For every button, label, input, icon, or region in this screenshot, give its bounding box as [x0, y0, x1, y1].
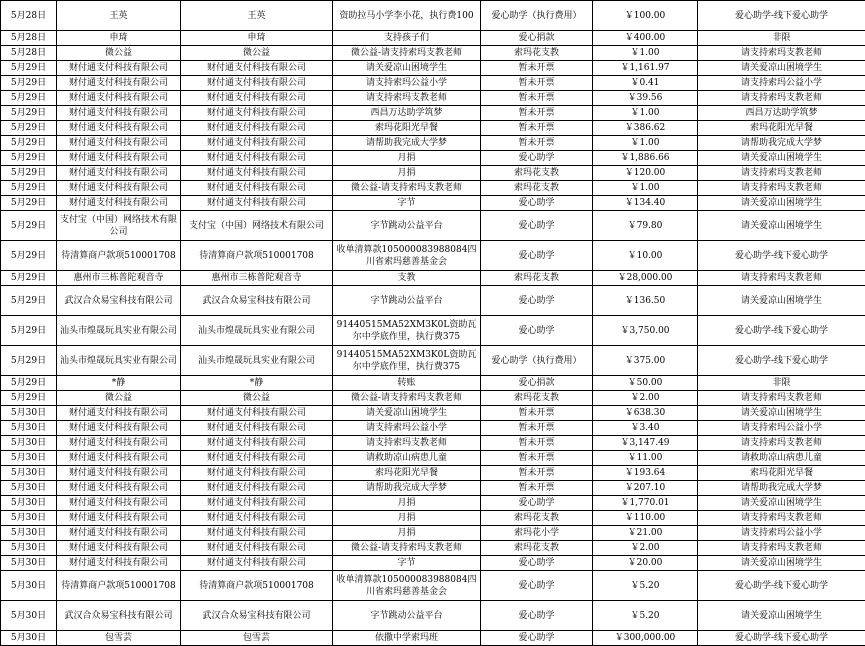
payer-cell: *静	[57, 376, 181, 391]
amount-cell: ￥21.00	[593, 526, 698, 541]
date-cell: 5月30日	[1, 526, 57, 541]
category-cell: 爱心助学	[481, 316, 593, 346]
purpose-cell: 转账	[333, 376, 481, 391]
purpose-cell: 91440515MA52XM3K0L资助瓦尔中学底作里，执行费375	[333, 316, 481, 346]
date-cell: 5月30日	[1, 466, 57, 481]
date-cell: 5月29日	[1, 91, 57, 106]
payer-cell: 财付通支付科技有限公司	[57, 541, 181, 556]
payee-cell: 财付通支付科技有限公司	[181, 436, 333, 451]
date-cell: 5月29日	[1, 316, 57, 346]
purpose-cell: 索玛花阳光早餐	[333, 466, 481, 481]
project-cell: 请关爱凉山困境学生	[698, 406, 865, 421]
payee-cell: 财付通支付科技有限公司	[181, 91, 333, 106]
date-cell: 5月29日	[1, 61, 57, 76]
date-cell: 5月28日	[1, 1, 57, 31]
payer-cell: 王英	[57, 1, 181, 31]
payee-cell: *静	[181, 376, 333, 391]
payee-cell: 财付通支付科技有限公司	[181, 166, 333, 181]
table-row	[1, 436, 865, 451]
payee-cell: 财付通支付科技有限公司	[181, 106, 333, 121]
amount-cell: ￥1.00	[593, 106, 698, 121]
category-cell: 爱心助学	[481, 286, 593, 316]
purpose-cell: 请支持索玛支教老师	[333, 91, 481, 106]
category-cell: 爱心助学	[481, 211, 593, 241]
category-cell: 爱心助学	[481, 151, 593, 166]
amount-cell: ￥134.40	[593, 196, 698, 211]
purpose-cell: 请关爱凉山困境学生	[333, 61, 481, 76]
project-cell: 请支持索玛支教老师	[698, 91, 865, 106]
payer-cell: 财付通支付科技有限公司	[57, 526, 181, 541]
payee-cell: 财付通支付科技有限公司	[181, 136, 333, 151]
category-cell: 爱心助学	[481, 556, 593, 571]
payee-cell: 财付通支付科技有限公司	[181, 526, 333, 541]
project-cell: 请帮助我完成大学梦	[698, 481, 865, 496]
payer-cell: 财付通支付科技有限公司	[57, 181, 181, 196]
project-cell: 爱心助学-线下爱心助学	[698, 241, 865, 271]
table-row	[1, 541, 865, 556]
date-cell: 5月29日	[1, 121, 57, 136]
amount-cell: ￥1.00	[593, 136, 698, 151]
project-cell: 请关爱凉山困境学生	[698, 61, 865, 76]
payee-cell: 待清算商户款项510001708	[181, 571, 333, 601]
date-cell: 5月30日	[1, 556, 57, 571]
amount-cell: ￥400.00	[593, 31, 698, 46]
date-cell: 5月29日	[1, 181, 57, 196]
date-cell: 5月29日	[1, 241, 57, 271]
table-row	[1, 31, 865, 46]
date-cell: 5月29日	[1, 271, 57, 286]
project-cell: 请救助凉山病患儿童	[698, 451, 865, 466]
category-cell: 爱心助学	[481, 196, 593, 211]
date-cell: 5月30日	[1, 631, 57, 646]
payee-cell: 待清算商户款项510001708	[181, 241, 333, 271]
table-row	[1, 466, 865, 481]
payer-cell: 包雪芸	[57, 631, 181, 646]
amount-cell: ￥2.00	[593, 541, 698, 556]
payee-cell: 财付通支付科技有限公司	[181, 556, 333, 571]
project-cell: 西昌万达助学筑梦	[698, 106, 865, 121]
date-cell: 5月29日	[1, 151, 57, 166]
payee-cell: 汕头市煌晟玩具实业有限公司	[181, 346, 333, 376]
amount-cell: ￥1.00	[593, 46, 698, 61]
payee-cell: 武汉合众易宝科技有限公司	[181, 601, 333, 631]
payer-cell: 申琦	[57, 31, 181, 46]
table-row	[1, 346, 865, 376]
project-cell: 请支持索玛支教老师	[698, 391, 865, 406]
payer-cell: 财付通支付科技有限公司	[57, 436, 181, 451]
table-row	[1, 511, 865, 526]
category-cell: 索玛花支教	[481, 391, 593, 406]
date-cell: 5月28日	[1, 46, 57, 61]
category-cell: 暂未开票	[481, 421, 593, 436]
payer-cell: 财付通支付科技有限公司	[57, 151, 181, 166]
project-cell: 爱心助学-线下爱心助学	[698, 316, 865, 346]
payer-cell: 财付通支付科技有限公司	[57, 406, 181, 421]
payer-cell: 财付通支付科技有限公司	[57, 421, 181, 436]
category-cell: 爱心助学	[481, 496, 593, 511]
table-row	[1, 571, 865, 601]
purpose-cell: 请支持索玛支教老师	[333, 436, 481, 451]
project-cell: 请支持索玛支教老师	[698, 436, 865, 451]
purpose-cell: 西昌万达助学筑梦	[333, 106, 481, 121]
table-row	[1, 106, 865, 121]
category-cell: 暂未开票	[481, 61, 593, 76]
table-row	[1, 196, 865, 211]
amount-cell: ￥300,000.00	[593, 631, 698, 646]
category-cell: 索玛花支教	[481, 271, 593, 286]
payer-cell: 财付通支付科技有限公司	[57, 106, 181, 121]
category-cell: 暂未开票	[481, 436, 593, 451]
payee-cell: 微公益	[181, 391, 333, 406]
payee-cell: 财付通支付科技有限公司	[181, 451, 333, 466]
payee-cell: 财付通支付科技有限公司	[181, 481, 333, 496]
category-cell: 爱心助学（执行费用）	[481, 346, 593, 376]
payer-cell: 财付通支付科技有限公司	[57, 196, 181, 211]
payer-cell: 财付通支付科技有限公司	[57, 481, 181, 496]
amount-cell: ￥120.00	[593, 166, 698, 181]
payer-cell: 财付通支付科技有限公司	[57, 166, 181, 181]
project-cell: 请支持索玛公益小学	[698, 421, 865, 436]
table-row	[1, 91, 865, 106]
payer-cell: 惠州市三栋普陀观音寺	[57, 271, 181, 286]
payee-cell: 武汉合众易宝科技有限公司	[181, 286, 333, 316]
table-row	[1, 316, 865, 346]
purpose-cell: 字节	[333, 196, 481, 211]
category-cell: 索玛花支教	[481, 46, 593, 61]
project-cell: 请支持索玛支教老师	[698, 541, 865, 556]
category-cell: 暂未开票	[481, 76, 593, 91]
purpose-cell: 收单清算款105000083988084四川省索玛慈善基金会	[333, 241, 481, 271]
purpose-cell: 请关爱凉山困境学生	[333, 406, 481, 421]
amount-cell: ￥136.50	[593, 286, 698, 316]
date-cell: 5月29日	[1, 196, 57, 211]
date-cell: 5月30日	[1, 421, 57, 436]
category-cell: 爱心捐款	[481, 31, 593, 46]
purpose-cell: 微公益-请支持索玛支教老师	[333, 541, 481, 556]
purpose-cell: 请支持索玛公益小学	[333, 76, 481, 91]
amount-cell: ￥5.20	[593, 571, 698, 601]
amount-cell: ￥20.00	[593, 556, 698, 571]
purpose-cell: 收单清算款105000083988084四川省索玛慈善基金会	[333, 571, 481, 601]
payer-cell: 武汉合众易宝科技有限公司	[57, 601, 181, 631]
amount-cell: ￥28,000.00	[593, 271, 698, 286]
project-cell: 非限	[698, 31, 865, 46]
date-cell: 5月30日	[1, 451, 57, 466]
payer-cell: 财付通支付科技有限公司	[57, 451, 181, 466]
payee-cell: 包雪芸	[181, 631, 333, 646]
amount-cell: ￥1.00	[593, 181, 698, 196]
project-cell: 请关爱凉山困境学生	[698, 556, 865, 571]
payee-cell: 财付通支付科技有限公司	[181, 406, 333, 421]
date-cell: 5月29日	[1, 391, 57, 406]
table-row	[1, 1, 865, 31]
purpose-cell: 字节跳动公益平台	[333, 601, 481, 631]
category-cell: 爱心助学	[481, 631, 593, 646]
table-row	[1, 151, 865, 166]
payee-cell: 财付通支付科技有限公司	[181, 151, 333, 166]
purpose-cell: 月捐	[333, 151, 481, 166]
table-row	[1, 496, 865, 511]
amount-cell: ￥1,161.97	[593, 61, 698, 76]
purpose-cell: 请帮助我完成大学梦	[333, 136, 481, 151]
payer-cell: 财付通支付科技有限公司	[57, 61, 181, 76]
payer-cell: 财付通支付科技有限公司	[57, 91, 181, 106]
date-cell: 5月30日	[1, 436, 57, 451]
payer-cell: 支付宝（中国）网络技术有限公司	[57, 211, 181, 241]
project-cell: 请关爱凉山困境学生	[698, 286, 865, 316]
table-row	[1, 556, 865, 571]
table-row	[1, 121, 865, 136]
date-cell: 5月30日	[1, 511, 57, 526]
category-cell: 暂未开票	[481, 406, 593, 421]
payer-cell: 财付通支付科技有限公司	[57, 496, 181, 511]
amount-cell: ￥375.00	[593, 346, 698, 376]
category-cell: 爱心助学	[481, 571, 593, 601]
project-cell: 索玛花阳光早餐	[698, 466, 865, 481]
project-cell: 请支持索玛支教老师	[698, 181, 865, 196]
date-cell: 5月29日	[1, 376, 57, 391]
project-cell: 爱心助学-线下爱心助学	[698, 571, 865, 601]
date-cell: 5月30日	[1, 406, 57, 421]
payee-cell: 支付宝（中国）网络技术有限公司	[181, 211, 333, 241]
table-row	[1, 376, 865, 391]
payee-cell: 财付通支付科技有限公司	[181, 61, 333, 76]
project-cell: 非限	[698, 376, 865, 391]
payer-cell: 微公益	[57, 391, 181, 406]
category-cell: 暂未开票	[481, 451, 593, 466]
date-cell: 5月30日	[1, 541, 57, 556]
payee-cell: 财付通支付科技有限公司	[181, 541, 333, 556]
category-cell: 暂未开票	[481, 106, 593, 121]
payee-cell: 财付通支付科技有限公司	[181, 121, 333, 136]
date-cell: 5月29日	[1, 286, 57, 316]
project-cell: 请关爱凉山困境学生	[698, 211, 865, 241]
purpose-cell: 月捐	[333, 526, 481, 541]
payee-cell: 财付通支付科技有限公司	[181, 76, 333, 91]
table-row	[1, 286, 865, 316]
purpose-cell: 字节跳动公益平台	[333, 211, 481, 241]
project-cell: 索玛花阳光早餐	[698, 121, 865, 136]
table-row	[1, 211, 865, 241]
category-cell: 爱心助学（执行费用）	[481, 1, 593, 31]
date-cell: 5月30日	[1, 481, 57, 496]
category-cell: 爱心助学	[481, 241, 593, 271]
purpose-cell: 资助拉马小学李小花，执行费100	[333, 1, 481, 31]
table-row	[1, 601, 865, 631]
date-cell: 5月30日	[1, 601, 57, 631]
payee-cell: 财付通支付科技有限公司	[181, 466, 333, 481]
amount-cell: ￥638.30	[593, 406, 698, 421]
purpose-cell: 微公益-请支持索玛支教老师	[333, 181, 481, 196]
date-cell: 5月29日	[1, 166, 57, 181]
category-cell: 索玛花小学	[481, 526, 593, 541]
payee-cell: 申琦	[181, 31, 333, 46]
project-cell: 请支持索玛支教老师	[698, 166, 865, 181]
amount-cell: ￥193.64	[593, 466, 698, 481]
payer-cell: 财付通支付科技有限公司	[57, 466, 181, 481]
amount-cell: ￥386.62	[593, 121, 698, 136]
project-cell: 请支持索玛支教老师	[698, 271, 865, 286]
table-row	[1, 631, 865, 646]
project-cell: 请关爱凉山困境学生	[698, 496, 865, 511]
project-cell: 爱心助学-线下爱心助学	[698, 346, 865, 376]
category-cell: 暂未开票	[481, 466, 593, 481]
amount-cell: ￥110.00	[593, 511, 698, 526]
date-cell: 5月29日	[1, 211, 57, 241]
table-row	[1, 166, 865, 181]
purpose-cell: 字节	[333, 556, 481, 571]
project-cell: 请关爱凉山困境学生	[698, 151, 865, 166]
date-cell: 5月30日	[1, 496, 57, 511]
table-row	[1, 76, 865, 91]
project-cell: 爱心助学-线下爱心助学	[698, 631, 865, 646]
amount-cell: ￥11.00	[593, 451, 698, 466]
date-cell: 5月30日	[1, 571, 57, 601]
category-cell: 暂未开票	[481, 91, 593, 106]
project-cell: 请支持索玛公益小学	[698, 76, 865, 91]
purpose-cell: 91440515MA52XM3K0L资助瓦尔中学底作里，执行费375	[333, 346, 481, 376]
category-cell: 暂未开票	[481, 481, 593, 496]
payee-cell: 惠州市三栋普陀观音寺	[181, 271, 333, 286]
project-cell: 请支持索玛支教老师	[698, 46, 865, 61]
payee-cell: 微公益	[181, 46, 333, 61]
payer-cell: 武汉合众易宝科技有限公司	[57, 286, 181, 316]
amount-cell: ￥5.20	[593, 601, 698, 631]
purpose-cell: 请帮助我完成大学梦	[333, 481, 481, 496]
payer-cell: 汕头市煌晟玩具实业有限公司	[57, 346, 181, 376]
amount-cell: ￥79.80	[593, 211, 698, 241]
purpose-cell: 微公益-请支持索玛支教老师	[333, 391, 481, 406]
date-cell: 5月29日	[1, 106, 57, 121]
table-row	[1, 451, 865, 466]
ledger-body	[1, 1, 865, 646]
date-cell: 5月29日	[1, 136, 57, 151]
category-cell: 索玛花支教	[481, 541, 593, 556]
table-row	[1, 181, 865, 196]
amount-cell: ￥10.00	[593, 241, 698, 271]
table-row	[1, 46, 865, 61]
table-row	[1, 61, 865, 76]
project-cell: 请关爱凉山困境学生	[698, 196, 865, 211]
table-row	[1, 481, 865, 496]
payer-cell: 待清算商户款项510001708	[57, 571, 181, 601]
amount-cell: ￥50.00	[593, 376, 698, 391]
table-row	[1, 391, 865, 406]
category-cell: 暂未开票	[481, 121, 593, 136]
purpose-cell: 依撒中学索玛班	[333, 631, 481, 646]
payee-cell: 财付通支付科技有限公司	[181, 196, 333, 211]
payer-cell: 汕头市煌晟玩具实业有限公司	[57, 316, 181, 346]
payee-cell: 汕头市煌晟玩具实业有限公司	[181, 316, 333, 346]
category-cell: 爱心捐款	[481, 376, 593, 391]
purpose-cell: 月捐	[333, 511, 481, 526]
project-cell: 爱心助学-线下爱心助学	[698, 1, 865, 31]
category-cell: 爱心助学	[481, 601, 593, 631]
table-row	[1, 241, 865, 271]
payer-cell: 财付通支付科技有限公司	[57, 76, 181, 91]
category-cell: 索玛花支教	[481, 181, 593, 196]
purpose-cell: 请支持索玛公益小学	[333, 421, 481, 436]
amount-cell: ￥1,770.01	[593, 496, 698, 511]
date-cell: 5月29日	[1, 76, 57, 91]
payee-cell: 财付通支付科技有限公司	[181, 181, 333, 196]
project-cell: 请支持索玛支教老师	[698, 511, 865, 526]
purpose-cell: 索玛花阳光早餐	[333, 121, 481, 136]
payee-cell: 财付通支付科技有限公司	[181, 496, 333, 511]
amount-cell: ￥3.40	[593, 421, 698, 436]
purpose-cell: 支持孩子们	[333, 31, 481, 46]
amount-cell: ￥100.00	[593, 1, 698, 31]
amount-cell: ￥39.56	[593, 91, 698, 106]
purpose-cell: 请救助凉山病患儿童	[333, 451, 481, 466]
date-cell: 5月29日	[1, 346, 57, 376]
category-cell: 暂未开票	[481, 136, 593, 151]
date-cell: 5月28日	[1, 31, 57, 46]
payer-cell: 待清算商户款项510001708	[57, 241, 181, 271]
project-cell: 请支持索玛公益小学	[698, 526, 865, 541]
table-row	[1, 526, 865, 541]
amount-cell: ￥2.00	[593, 391, 698, 406]
amount-cell: ￥3,750.00	[593, 316, 698, 346]
amount-cell: ￥207.10	[593, 481, 698, 496]
payer-cell: 财付通支付科技有限公司	[57, 136, 181, 151]
category-cell: 索玛花支教	[481, 166, 593, 181]
payee-cell: 王英	[181, 1, 333, 31]
amount-cell: ￥3,147.49	[593, 436, 698, 451]
project-cell: 请关爱凉山困境学生	[698, 601, 865, 631]
purpose-cell: 月捐	[333, 166, 481, 181]
table-row	[1, 136, 865, 151]
table-row	[1, 406, 865, 421]
purpose-cell: 支教	[333, 271, 481, 286]
amount-cell: ￥0.41	[593, 76, 698, 91]
table-row	[1, 271, 865, 286]
purpose-cell: 月捐	[333, 496, 481, 511]
project-cell: 请帮助我完成大学梦	[698, 136, 865, 151]
category-cell: 索玛花支教	[481, 511, 593, 526]
payee-cell: 财付通支付科技有限公司	[181, 421, 333, 436]
amount-cell: ￥1,886.66	[593, 151, 698, 166]
payer-cell: 财付通支付科技有限公司	[57, 511, 181, 526]
payee-cell: 财付通支付科技有限公司	[181, 511, 333, 526]
purpose-cell: 字节跳动公益平台	[333, 286, 481, 316]
payer-cell: 微公益	[57, 46, 181, 61]
payer-cell: 财付通支付科技有限公司	[57, 121, 181, 136]
purpose-cell: 微公益-请支持索玛支教老师	[333, 46, 481, 61]
payer-cell: 财付通支付科技有限公司	[57, 556, 181, 571]
table-row	[1, 421, 865, 436]
